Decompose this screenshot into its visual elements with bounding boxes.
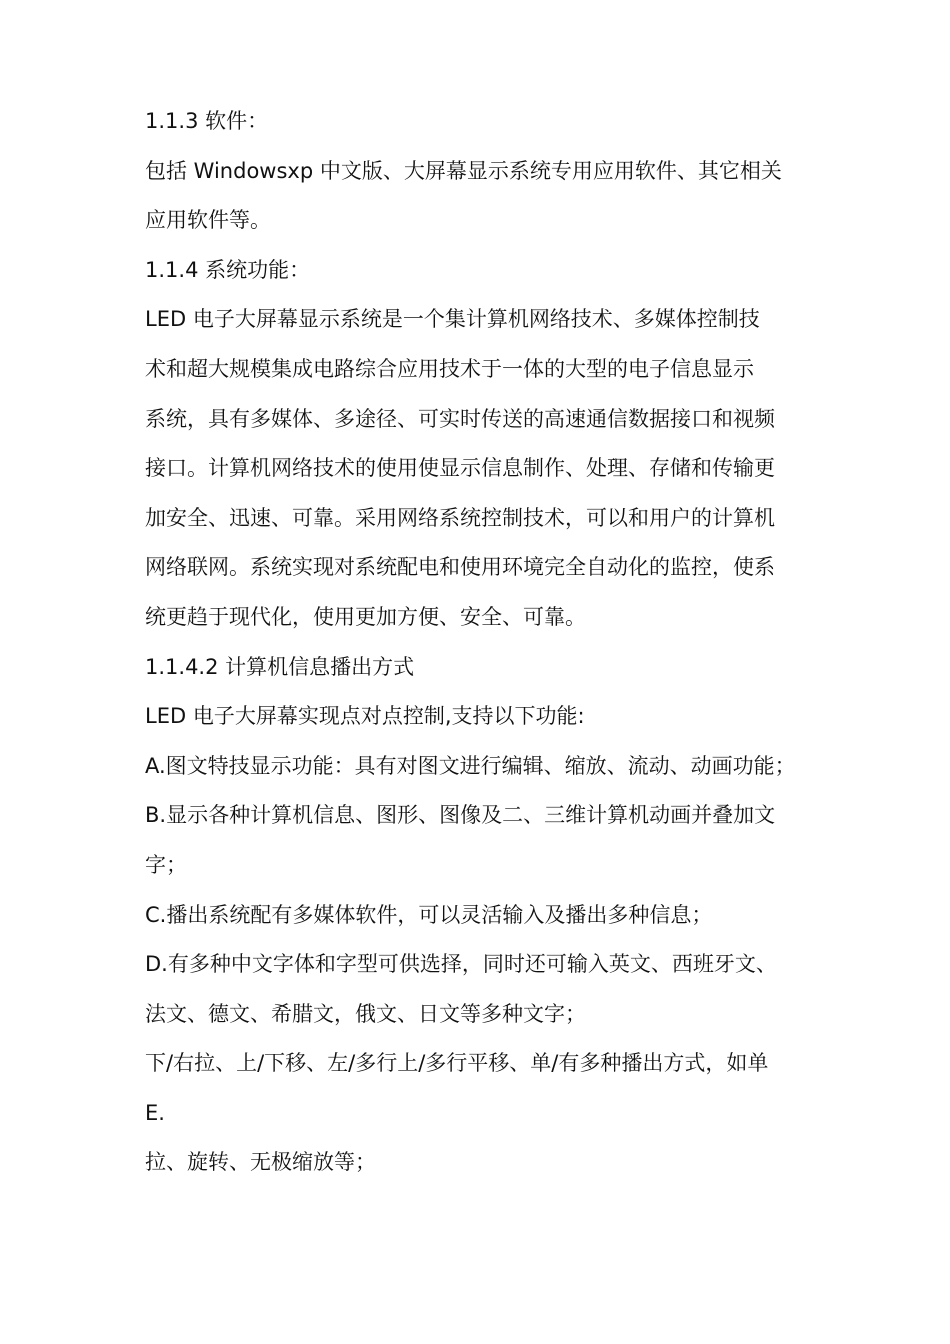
paragraph-line: LED 电子大屏幕实现点对点控制,支持以下功能: [145,704,585,729]
section-heading-broadcast-mode: 1.1.4.2 计算机信息播出方式 [145,654,415,679]
list-item-e-continued: 拉、旋转、无极缩放等； [145,1150,376,1175]
paragraph-line: 加安全、迅速、可靠。采用网络系统控制技术，可以和用户的计算机 [145,505,775,530]
paragraph-line: 术和超大规模集成电路综合应用技术于一体的大型的电子信息显示 [145,356,754,381]
section-heading-system-functions: 1.1.4 系统功能： [145,257,311,282]
paragraph-line: 系统，具有多媒体、多途径、可实时传送的高速通信数据接口和视频 [145,406,775,431]
paragraph-line: 接口。计算机网络技术的使用使显示信息制作、处理、存储和传输更 [145,456,775,481]
paragraph-line: 应用软件等。 [145,208,271,233]
list-item-e-text: 下/右拉、上/下移、左/多行上/多行平移、单/有多种播出方式，如单 [145,1051,769,1076]
paragraph-line: 包括 Windowsxp 中文版、大屏幕显示系统专用应用软件、其它相关 [145,158,782,183]
list-item-b-continued: 字； [145,852,187,877]
paragraph-line: 网络联网。系统实现对系统配电和使用环境完全自动化的监控，使系 [145,555,775,580]
section-heading-software: 1.1.3 软件： [145,109,269,133]
list-item-a: A.图文特技显示功能：具有对图文进行编辑、缩放、流动、动画功能； [145,753,796,778]
list-item-b: B.显示各种计算机信息、图形、图像及二、三维计算机动画并叠加文 [145,803,776,828]
paragraph-line: 统更趋于现代化，使用更加方便、安全、可靠。 [145,604,586,629]
list-item-c: C.播出系统配有多媒体软件，可以灵活输入及播出多种信息； [145,902,713,927]
paragraph-line: LED 电子大屏幕显示系统是一个集计算机网络技术、多媒体控制技 [145,307,760,332]
list-item-e-marker: E. [145,1100,165,1125]
document-body [145,97,825,1188]
list-item-d: D.有多种中文字体和字型可供选择，同时还可输入英文、西班牙文、 [145,952,777,977]
list-item-d-continued: 法文、德文、希腊文，俄文、日文等多种文字； [145,1001,586,1026]
